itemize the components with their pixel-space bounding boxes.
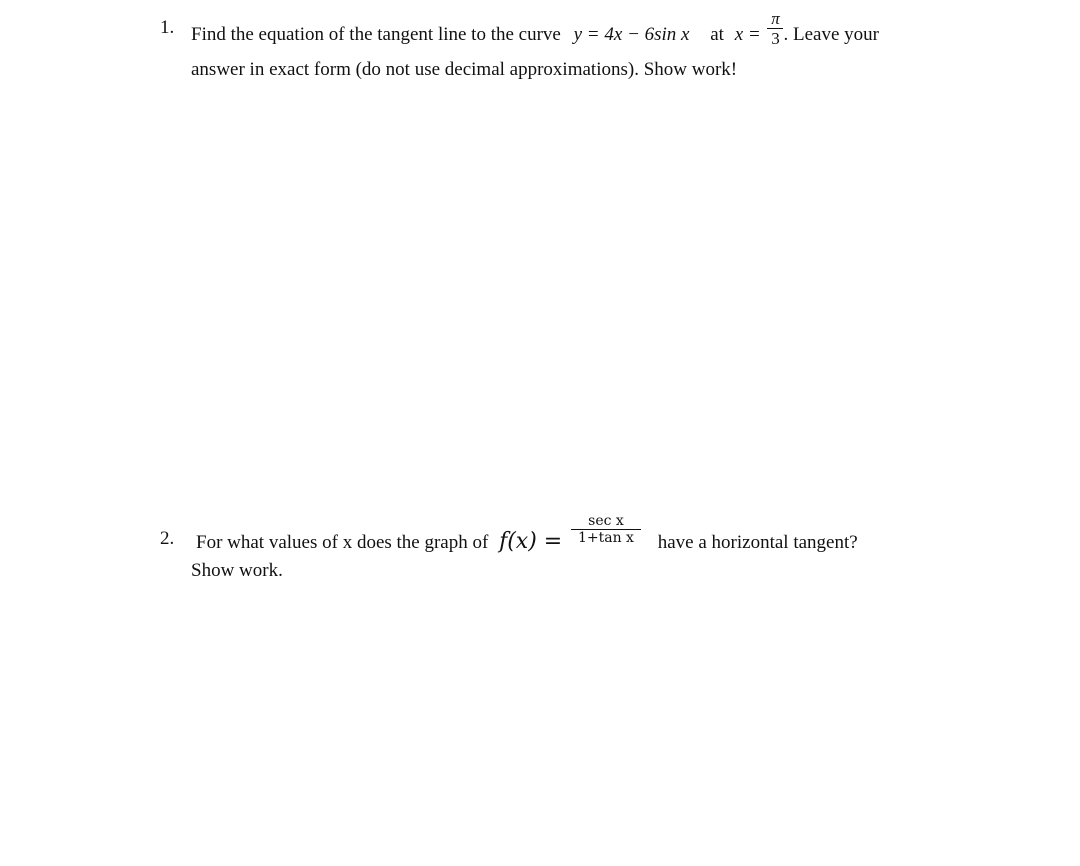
problem-1-line-2: answer in exact form (do not use decimal approximations). Show work! <box>191 59 738 80</box>
problem-number: 1. <box>160 17 175 38</box>
problem-1-line-1 <box>191 10 879 47</box>
problem-number: 2. <box>160 528 175 549</box>
text-at: at <box>710 23 724 45</box>
fraction-denominator: 3 <box>771 29 780 48</box>
fraction-denominator: 1+tan x <box>577 530 634 546</box>
x-equals: x = <box>734 23 761 45</box>
equation: y = 4x − 6sin x <box>573 23 690 45</box>
problem-text: For what values of x does the graph of <box>196 531 489 553</box>
problem-text-after: have a horizontal tangent? <box>657 531 858 553</box>
problem-2-line-2: Show work. <box>191 560 283 581</box>
function-f-of-x: f(x) = <box>499 528 563 554</box>
problem-2-line-1 <box>196 513 858 554</box>
problem-text-after: . Leave your <box>783 23 879 45</box>
fraction-sec-over-tan <box>571 514 641 545</box>
fraction-numerator: π <box>771 9 780 28</box>
problem-text: Find the equation of the tangent line to the curve <box>191 23 561 45</box>
fraction-pi-over-3 <box>767 10 783 47</box>
fraction-numerator: sec x <box>588 513 624 529</box>
